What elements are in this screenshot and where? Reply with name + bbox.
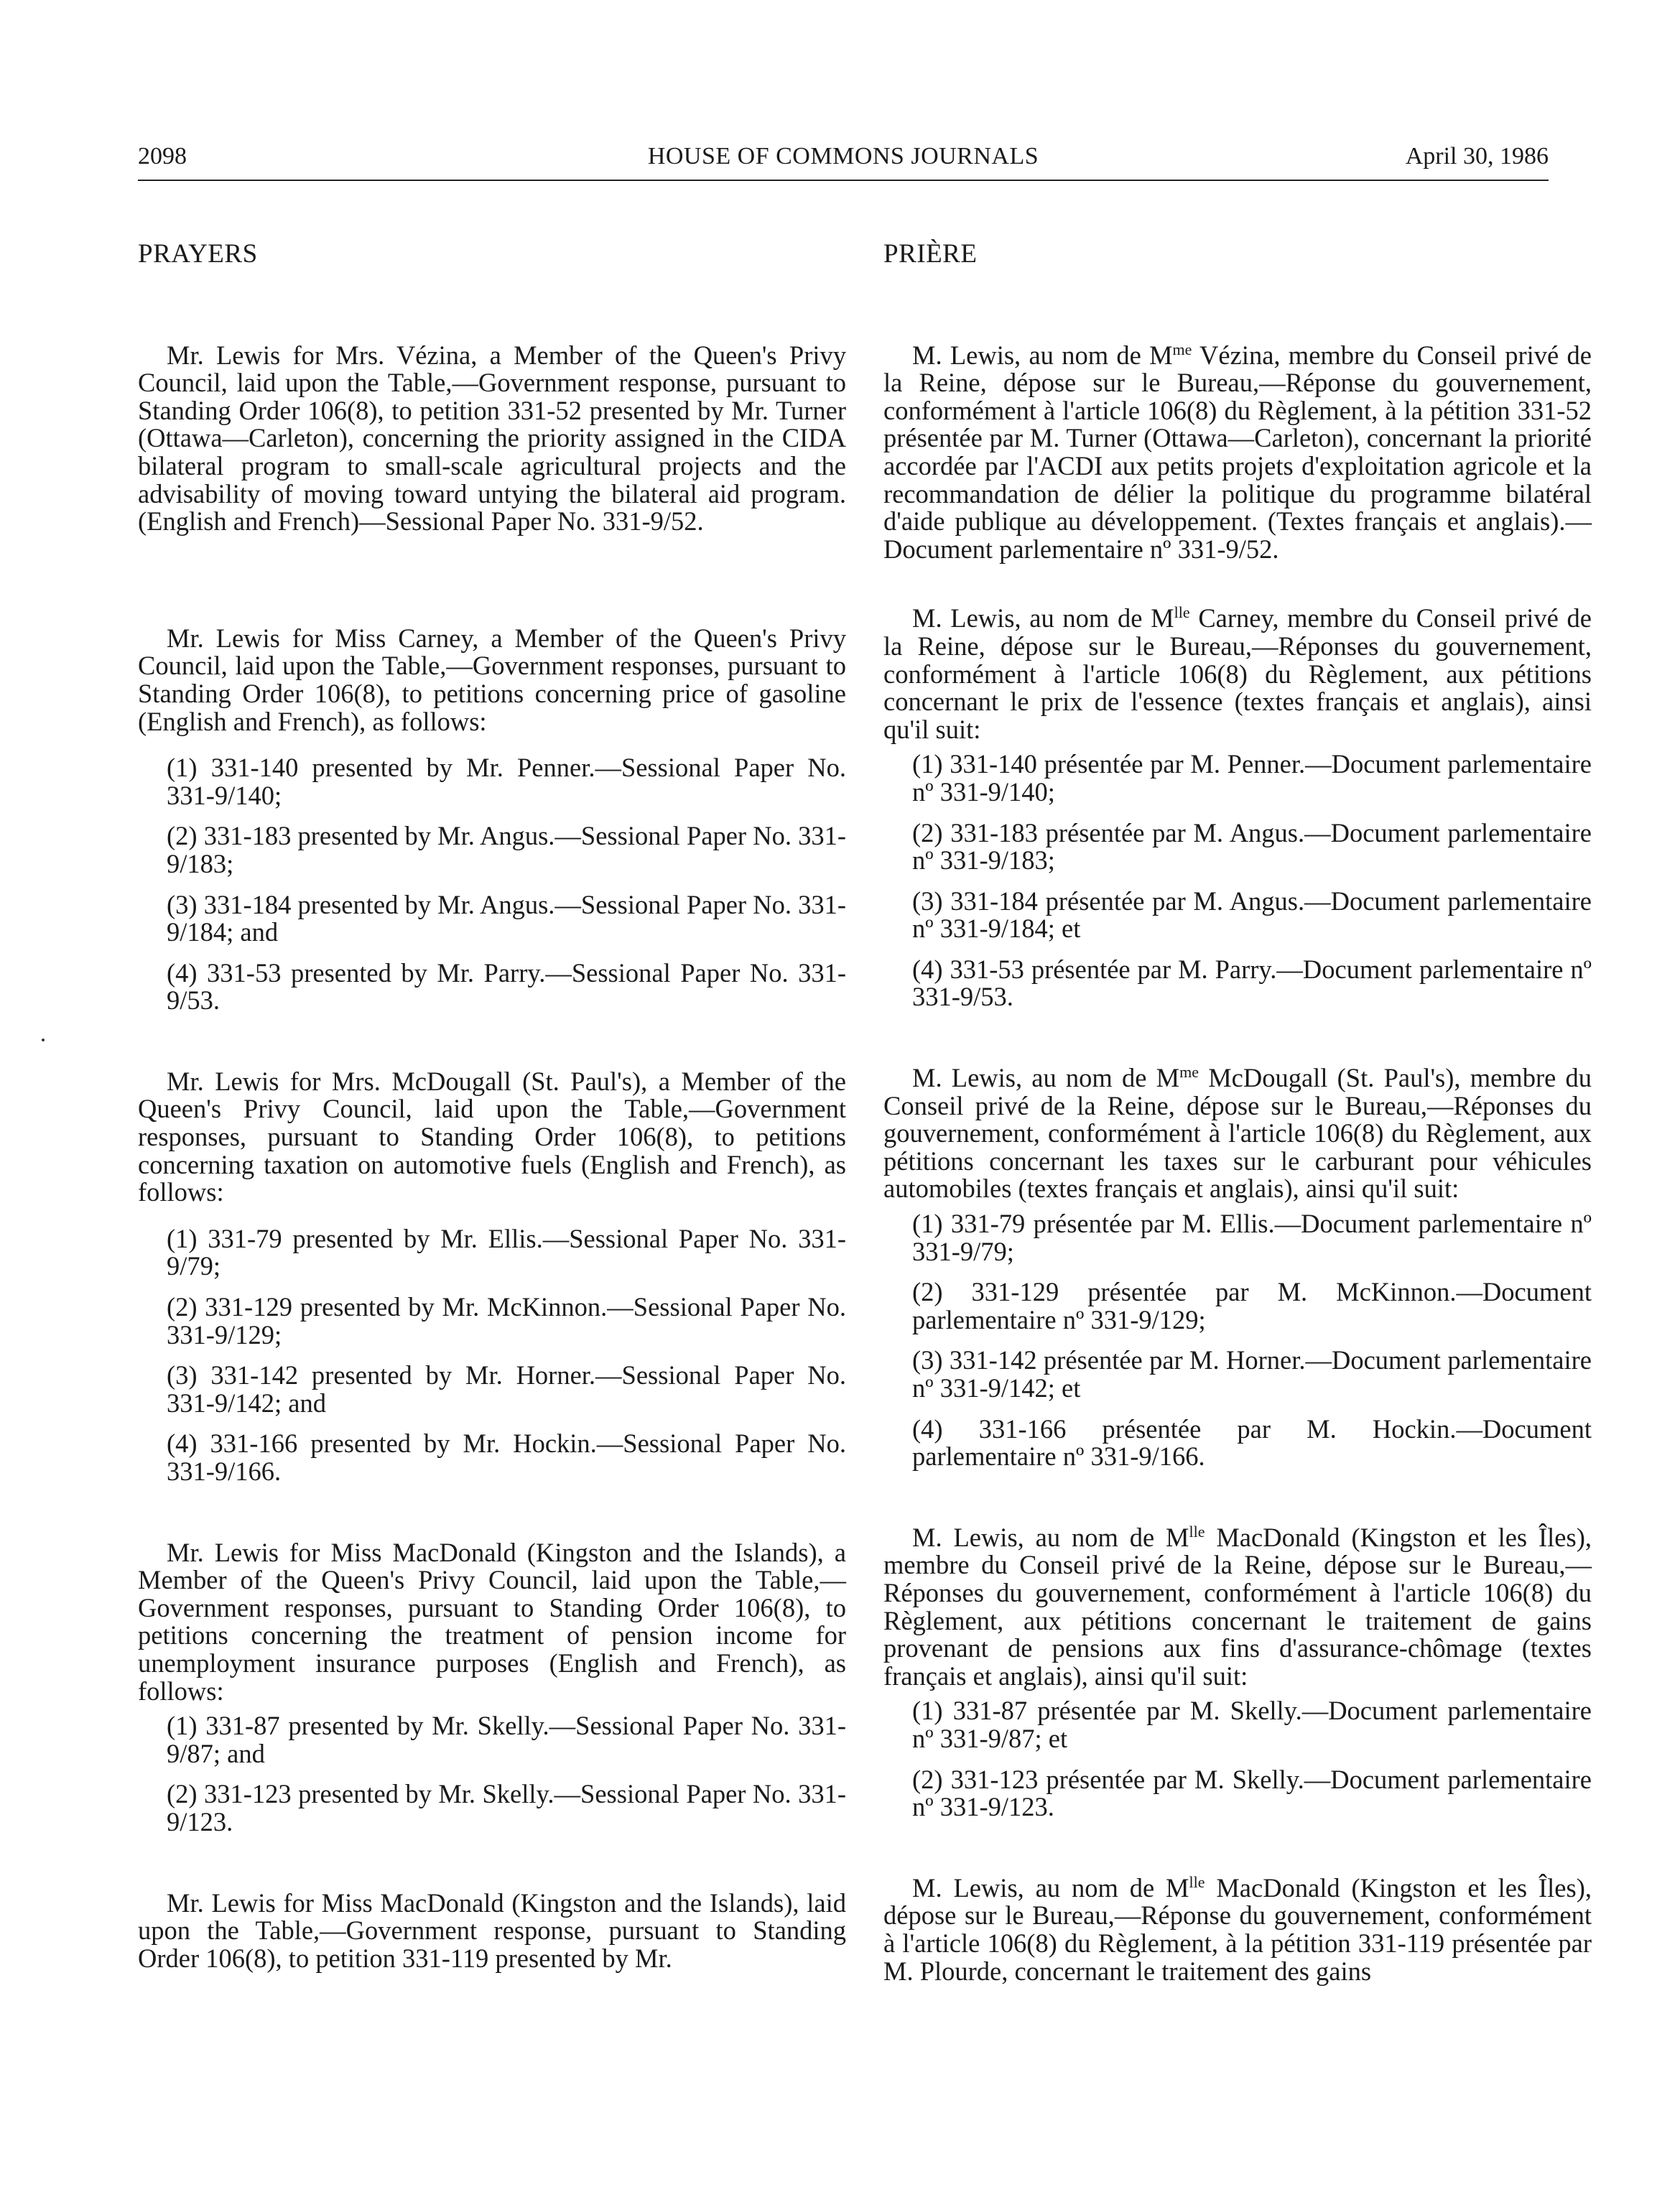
entry-text: Mr. Lewis for Miss MacDonald (Kingston and the Islands), a Member of the Queen's Privy Council, laid upon the Table,—Government responses, pursuant to Standing Order 106(8), to petitions concerning the treatment of pension income for unemployment insurance purposes (English and French), as follows: <box>138 1537 846 1706</box>
list-item: (3) 331-184 presented by Mr. Angus.—Sessional Paper No. 331-9/184; and <box>167 889 846 947</box>
entry-text <box>883 1064 1592 1203</box>
entry-text-start: M. Lewis, au nom de M <box>912 1522 1189 1552</box>
list-item: (1) 331-79 présentée par M. Ellis.—Document parlementaire nº 331-9/79; <box>912 1209 1592 1266</box>
list-item: (4) 331-53 présentée par M. Parry.—Document parlementaire nº 331-9/53. <box>912 954 1592 1012</box>
entry-en-1 <box>138 342 846 536</box>
entry-text <box>883 342 1592 564</box>
entry-items <box>138 754 846 1015</box>
list-item: (1) 331-87 présentée par M. Skelly.—Document parlementaire nº 331-9/87; et <box>912 1696 1592 1753</box>
entry-text <box>883 605 1592 743</box>
entry-items <box>138 1712 846 1836</box>
entry-text-rest: MacDonald (Kingston et les Îles), membre du Conseil privé de la Reine, dépose sur le Bureau,—Réponses du gouvernement, conformément à l'article 106(8) du Règlement, aux pétitions concernant le traitement de gains provenant de pensions aux fins d'assurance-chômage (textes français et anglais), ainsi qu'il suit: <box>883 1522 1592 1691</box>
entry-en-4 <box>138 1539 846 1836</box>
list-item: (3) 331-184 présentée par M. Angus.—Document parlementaire nº 331-9/184; et <box>912 886 1592 944</box>
entry-fr-2 <box>883 605 1592 1011</box>
title-abbrev: lle <box>1189 1872 1205 1891</box>
page-number: 2098 <box>138 143 187 169</box>
list-item: (2) 331-123 présentée par M. Skelly.—Document parlementaire nº 331-9/123. <box>912 1764 1592 1822</box>
entry-en-2 <box>138 625 846 1015</box>
list-item: (1) 331-87 presented by Mr. Skelly.—Sessional Paper No. 331-9/87; and <box>167 1711 846 1768</box>
page-header <box>138 141 1549 181</box>
entry-text-rest: MacDonald (Kingston et les Îles), dépose sur le Bureau,—Réponse du gouvernement, conformément à l'article 106(8) du Règlement, à la pétition 331-119 présentée par M. Plourde, concernant le traitement des gains <box>883 1872 1592 1986</box>
list-item: (2) 331-129 presented by Mr. McKinnon.—Sessional Paper No. 331-9/129; <box>167 1292 846 1350</box>
journal-title: HOUSE OF COMMONS JOURNALS <box>647 143 1039 169</box>
entry-en-3 <box>138 1068 846 1486</box>
list-item: (4) 331-166 presented by Mr. Hockin.—Sessional Paper No. 331-9/166. <box>167 1429 846 1486</box>
entry-items <box>883 1210 1592 1471</box>
list-item: (3) 331-142 presented by Mr. Horner.—Sessional Paper No. 331-9/142; and <box>167 1360 846 1418</box>
entry-text: Mr. Lewis for Miss MacDonald (Kingston and the Islands), laid upon the Table,—Government response, pursuant to Standing Order 106(8), to petition 331-119 presented by Mr. <box>138 1887 846 1973</box>
entry-en-5 <box>138 1887 846 1973</box>
entry-text <box>883 1872 1592 1986</box>
list-item: (2) 331-123 presented by Mr. Skelly.—Sessional Paper No. 331-9/123. <box>167 1779 846 1836</box>
entry-items <box>883 751 1592 1011</box>
journal-date: April 30, 1986 <box>1405 143 1549 169</box>
entry-text-start: M. Lewis, au nom de M <box>912 603 1174 633</box>
entry-items <box>883 1697 1592 1821</box>
list-item: (4) 331-53 presented by Mr. Parry.—Sessional Paper No. 331-9/53. <box>167 957 846 1016</box>
list-item: (2) 331-129 présentée par M. McKinnon.—Document parlementaire nº 331-9/129; <box>912 1277 1592 1334</box>
entry-text-rest: Carney, membre du Conseil privé de la Reine, dépose sur le Bureau,—Réponses du gouvernement, conformément à l'article 106(8) du Règlement, aux pétitions concernant le prix de l'essence (textes français et anglais), ainsi qu'il suit: <box>883 603 1592 744</box>
entry-items <box>138 1225 846 1486</box>
entry-text-rest: Vézina, membre du Conseil privé de la Reine, dépose sur le Bureau,—Réponse du gouvernement, conformément à l'article 106(8) du Règlement, à la pétition 331-52 présentée par M. Turner (Ottawa—Carleton), concernant la priorité accordée par l'ACDI aux petits projets d'exploitation agricole et la recommandation de délier la politique du programme bilatéral d'aide publique au développement. (Textes français et anglais).—Document parlementaire nº 331-9/52. <box>883 340 1592 564</box>
french-column <box>883 241 1592 2038</box>
title-abbrev: lle <box>1174 603 1190 622</box>
title-abbrev: me <box>1172 340 1192 358</box>
entry-text-rest: McDougall (St. Paul's), membre du Conseil privé de la Reine, dépose sur le Bureau,—Réponses du gouvernement, conformément à l'article 106(8) du Règlement, aux pétitions concernant les taxes sur le carburant pour véhicules automobiles (textes français et anglais), ainsi qu'il suit: <box>883 1063 1592 1204</box>
list-item: (4) 331-166 présentée par M. Hockin.—Document parlementaire nº 331-9/166. <box>912 1413 1592 1472</box>
section-heading-fr: PRIÈRE <box>883 239 978 269</box>
list-item: (3) 331-142 présentée par M. Horner.—Document parlementaire nº 331-9/142; et <box>912 1345 1592 1403</box>
list-item: (2) 331-183 presented by Mr. Angus.—Sessional Paper No. 331-9/183; <box>167 821 846 878</box>
entry-fr-5 <box>883 1872 1592 1986</box>
entry-text: Mr. Lewis for Mrs. McDougall (St. Paul's), a Member of the Queen's Privy Council, laid upon the Table,—Government responses, pursuant to Standing Order 106(8), to petitions concerning taxation on automotive fuels (English and French), as follows: <box>138 1066 846 1207</box>
list-item: (1) 331-140 présentée par M. Penner.—Document parlementaire nº 331-9/140; <box>912 749 1592 807</box>
entry-text-start: M. Lewis, au nom de M <box>912 1063 1180 1093</box>
entry-text <box>883 1524 1592 1691</box>
english-column <box>138 241 846 2025</box>
entry-text-start: M. Lewis, au nom de M <box>912 1872 1189 1903</box>
list-item: (1) 331-140 presented by Mr. Penner.—Sessional Paper No. 331-9/140; <box>167 753 846 810</box>
title-abbrev: lle <box>1189 1522 1205 1541</box>
list-item: (2) 331-183 présentée par M. Angus.—Document parlementaire nº 331-9/183; <box>912 817 1592 876</box>
title-abbrev: me <box>1179 1062 1199 1081</box>
entry-fr-4 <box>883 1524 1592 1821</box>
entry-text-start: M. Lewis, au nom de M <box>912 340 1173 370</box>
section-heading-en: PRAYERS <box>138 239 258 269</box>
list-item: (1) 331-79 presented by Mr. Ellis.—Sessional Paper No. 331-9/79; <box>167 1223 846 1281</box>
entry-text: Mr. Lewis for Mrs. Vézina, a Member of the Queen's Privy Council, laid upon the Table,—Government response, pursuant to Standing Order 106(8), to petition 331-52 presented by Mr. Turner (Ottawa—Carleton), concerning the priority assigned in the CIDA bilateral program to small-scale agricultural projects and the advisability of moving toward untying the bilateral aid program. (English and French)—Sessional Paper No. 331-9/52. <box>138 340 846 537</box>
entry-text: Mr. Lewis for Miss Carney, a Member of the Queen's Privy Council, laid upon the Table,—Government responses, pursuant to Standing Order 106(8), to petitions concerning price of gasoline (English and French), as follows: <box>138 623 846 736</box>
entry-fr-1 <box>883 342 1592 564</box>
scan-speck <box>42 1039 45 1041</box>
entry-fr-3 <box>883 1064 1592 1471</box>
